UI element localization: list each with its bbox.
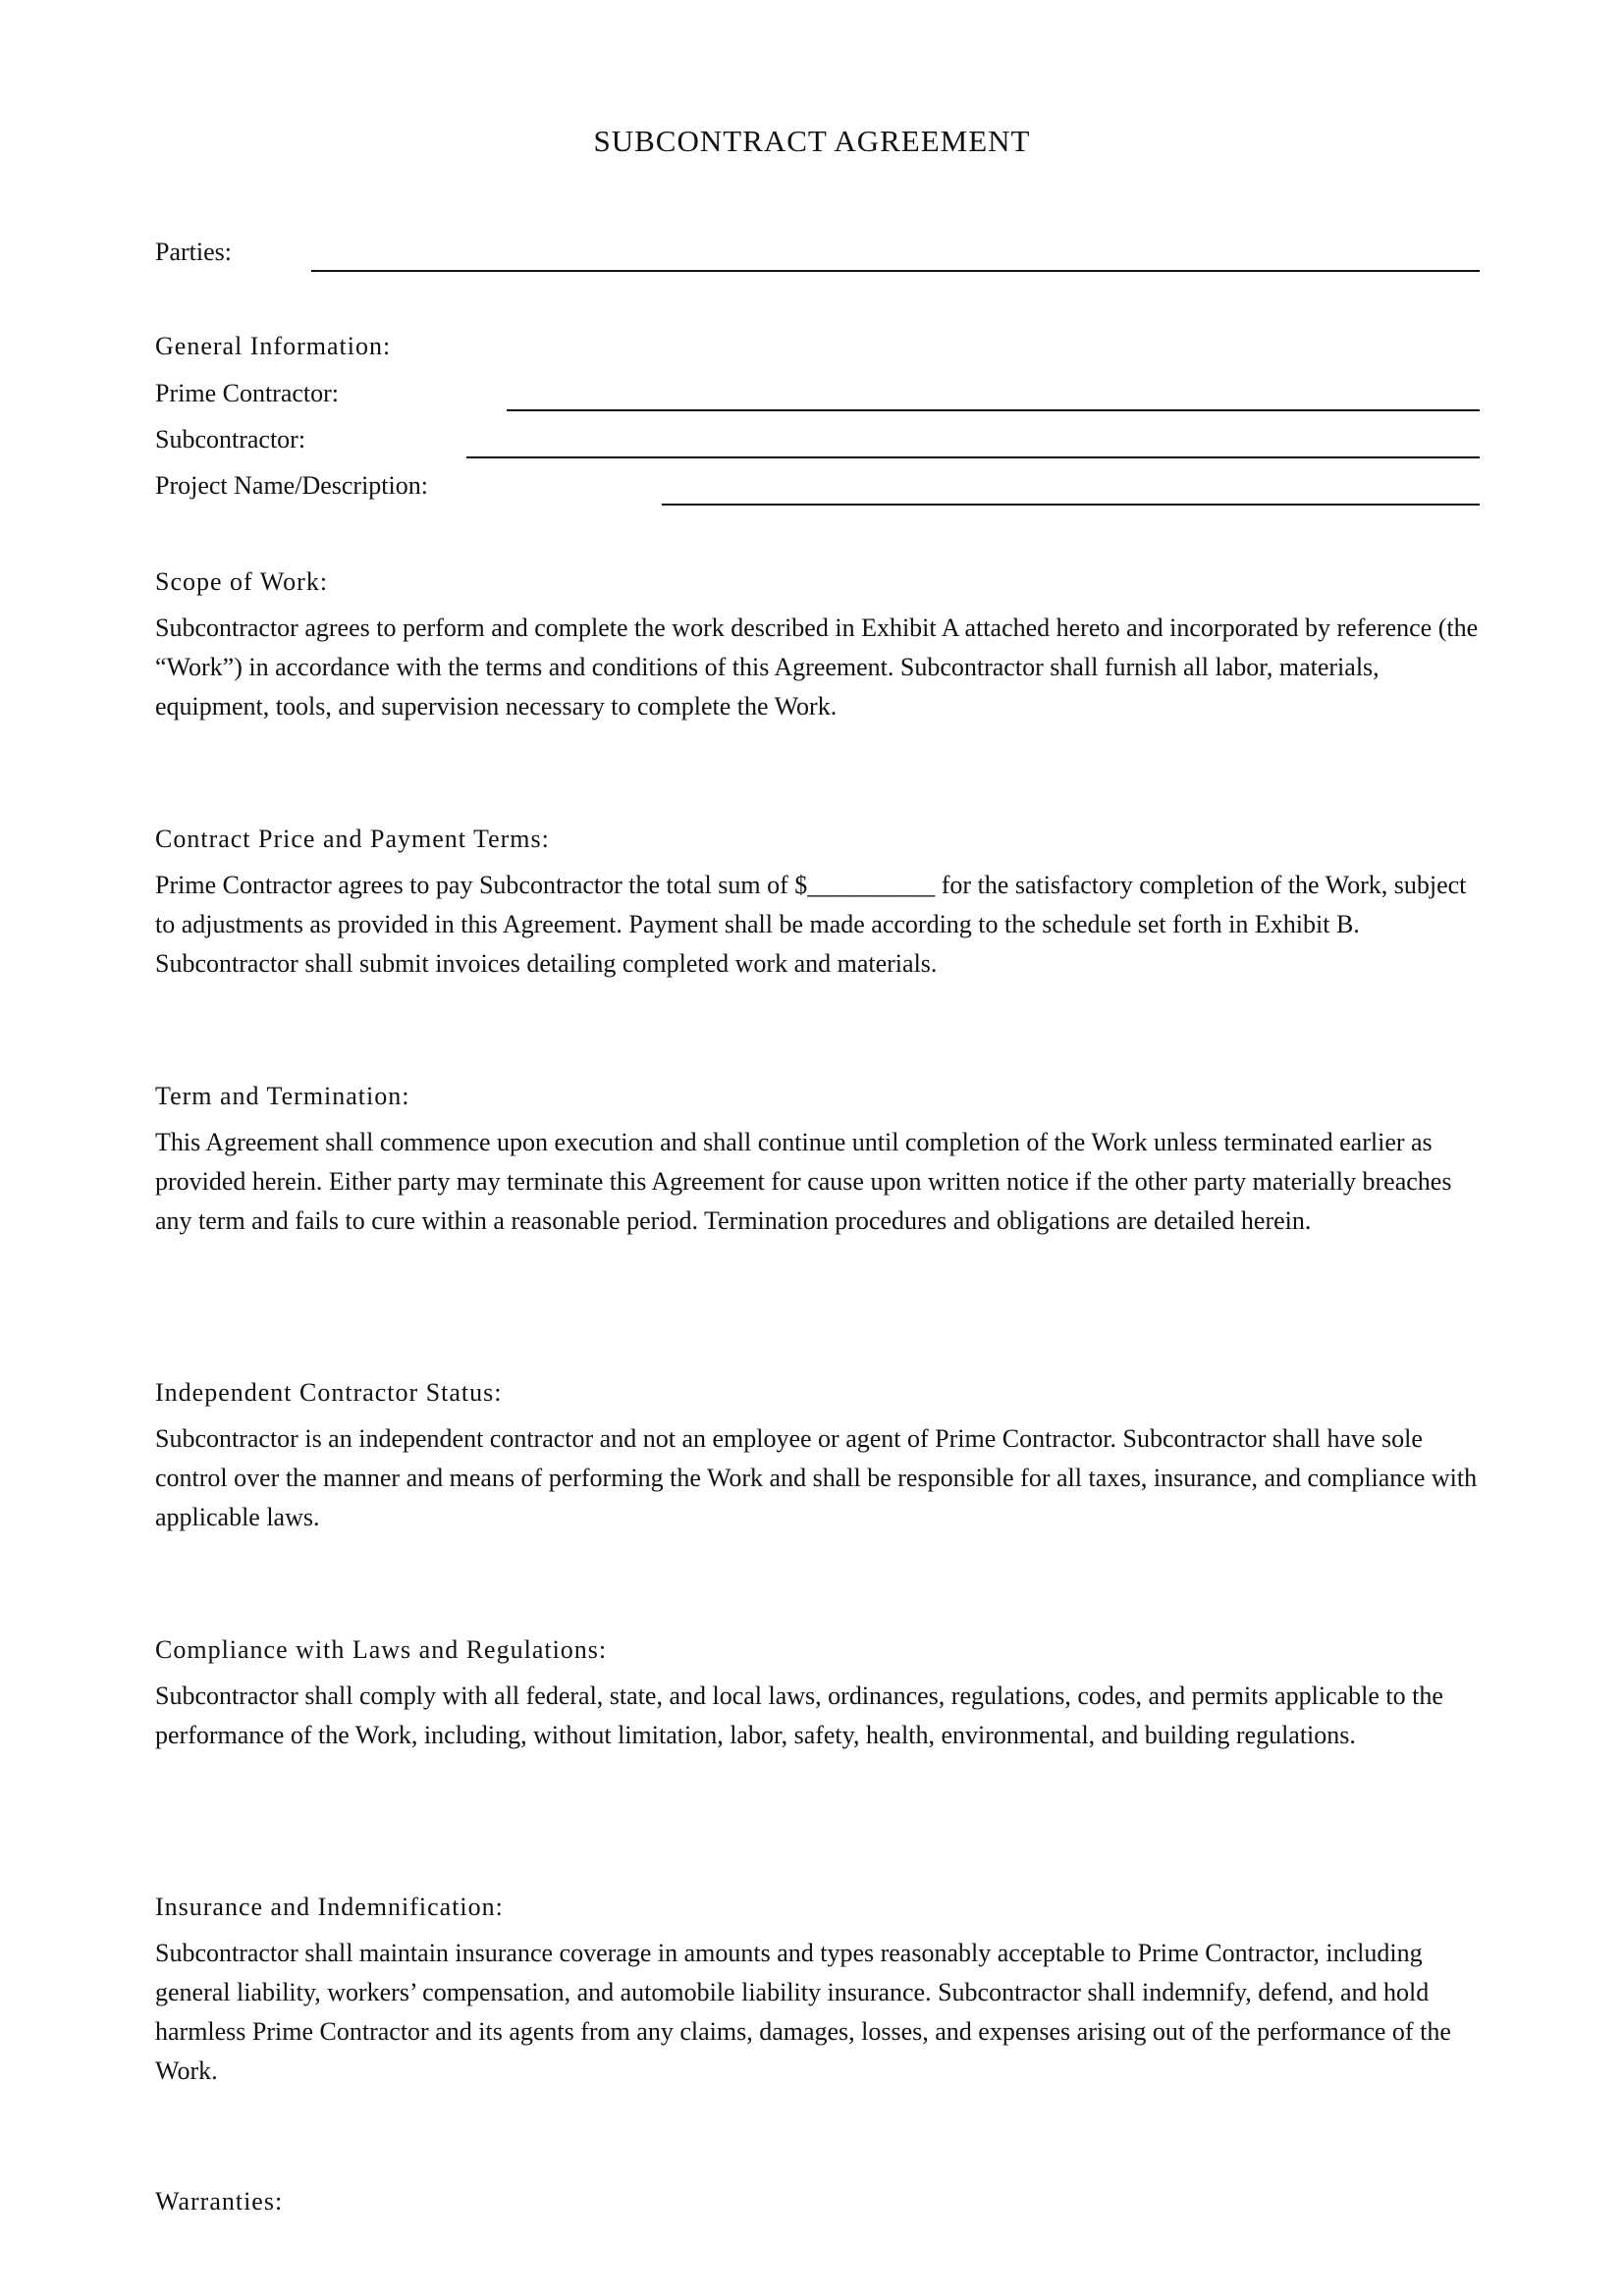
parties-line (311, 270, 1480, 272)
payment-heading: Contract Price and Payment Terms: (155, 825, 550, 853)
insurance-text: Subcontractor shall maintain insurance coverage in amounts and types reasonably acceptable to Prime Contractor, including general liability, workers’ compensation, and automobile liability insurance. Subcontractor shall indemnify, defend, and hold harmless Prime Contractor and its agents from any claims, damages, losses, and expenses arising out of the performance of the Work. (155, 1939, 1451, 2085)
warranties-heading: Warranties: (155, 2187, 284, 2216)
compliance-heading: Compliance with Laws and Regulations: (155, 1635, 608, 1664)
termination-heading: Term and Termination: (155, 1082, 410, 1110)
compliance-text: Subcontractor shall comply with all federal, state, and local laws, ordinances, regulations, codes, and permits applicable to the performance of the Work, including, without limitation, labor, safety, health, environmental, and building regulations. (155, 1682, 1443, 1749)
scope-text: Subcontractor agrees to perform and complete the work described in Exhibit A attached hereto and incorporated by reference (the “Work”) in accordance with the terms and conditions of this Agreement. Subcontractor shall furnish all labor, materials, equipment, tools, and supervision necessary to complete the Work. (155, 614, 1479, 721)
project-line (662, 504, 1480, 506)
prime-contractor-label: Prime Contractor: (155, 379, 340, 407)
independent-contractor-text: Subcontractor is an independent contractor and not an employee or agent of Prime Contractor. Subcontractor shall have sole control over the manner and means of performing the Work and shall be responsible for all taxes, insurance, and compliance with applicable laws. (155, 1424, 1478, 1531)
subcontractor-label: Subcontractor: (155, 425, 306, 454)
prime-contractor-line (507, 409, 1480, 411)
parties-label: Parties: (155, 238, 232, 266)
termination-text: This Agreement shall commence upon execution and shall continue until completion of the Work unless terminated earlier as provided herein. Either party may terminate this Agreement for cause upon written notice if the other party materially breaches any term and fails to cure within a reasonable period. Termination procedures and obligations are detailed herein. (155, 1128, 1452, 1235)
project-label: Project Name/Description: (155, 471, 428, 500)
payment-text: Prime Contractor agrees to pay Subcontractor the total sum of $__________ for the satisfactory completion of the Work, subject to adjustments as provided in this Agreement. Payment shall be made according to the schedule set forth in Exhibit B. Subcontractor shall submit invoices detailing completed work and materials. (155, 871, 1467, 978)
independent-contractor-heading: Independent Contractor Status: (155, 1378, 503, 1407)
insurance-heading: Insurance and Indemnification: (155, 1893, 504, 1921)
general-information-heading: General Information: (155, 332, 392, 360)
scope-heading: Scope of Work: (155, 567, 329, 596)
subcontractor-line (466, 456, 1480, 458)
document-title: SUBCONTRACT AGREEMENT (593, 124, 1031, 158)
